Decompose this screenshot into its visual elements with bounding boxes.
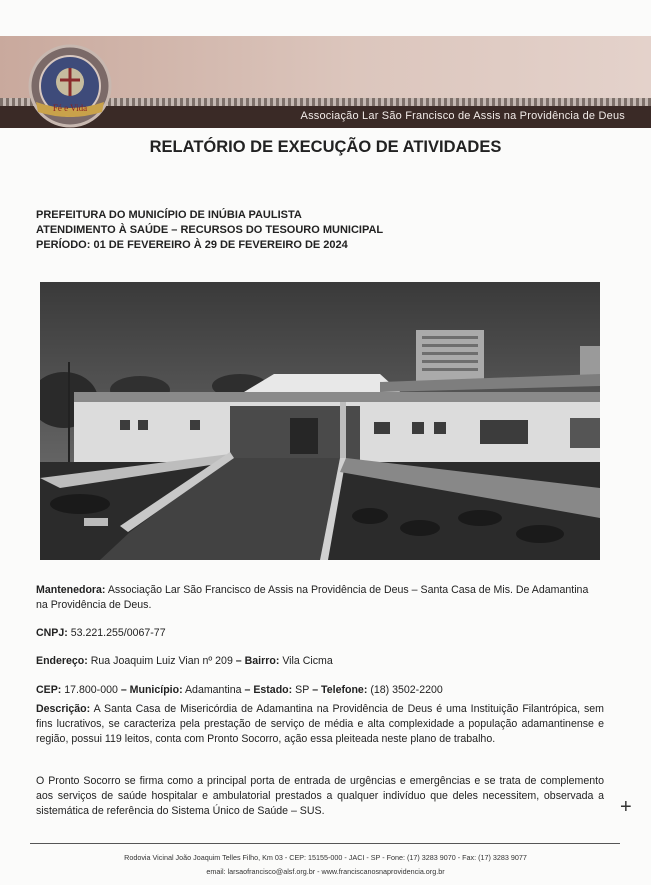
letterhead	[0, 28, 651, 128]
telefone-value: (18) 3502-2200	[370, 684, 443, 696]
mantenedora-value: Associação Lar São Francisco de Assis na Providência de Deus – Santa Casa de Mis. De Adamantina	[107, 584, 589, 596]
mantenedora-field	[36, 583, 604, 613]
separator: –	[117, 684, 130, 696]
bairro-value: Vila Cicma	[282, 655, 333, 667]
cnpj-label: CNPJ:	[36, 627, 68, 639]
descricao-paragraph	[36, 702, 604, 747]
endereco-field	[36, 654, 604, 669]
mantenedora-label: Mantenedora:	[36, 584, 106, 596]
pronto-socorro-text: O Pronto Socorro se firma como a principal porta de entrada de urgências e emergências e se trata de complemento aos serviços de saúde hospitalar e ambulatorial prestados a qualquer indivíduo que deles necessitem, observada a sistemática de referência do Sistema Único de Saúde – SUS.	[36, 775, 604, 817]
telefone-label: Telefone:	[321, 684, 368, 696]
separator: –	[232, 655, 245, 667]
handwritten-mark: +	[620, 796, 632, 818]
separator: –	[241, 684, 254, 696]
cep-value: 17.800-000	[64, 684, 118, 696]
info-line-atendimento: ATENDIMENTO À SAÚDE – RECURSOS DO TESOURO MUNICIPAL	[36, 224, 384, 236]
info-line-periodo: PERÍODO: 01 DE FEVEREIRO À 29 DE FEVEREIRO DE 2024	[36, 239, 348, 251]
logo-text: Fé e Vida	[52, 103, 88, 113]
organization-logo	[28, 44, 112, 128]
cep-field	[36, 683, 604, 698]
endereco-value: Rua Joaquim Luiz Vian nº 209	[90, 655, 233, 667]
bairro-label: Bairro:	[244, 655, 280, 667]
municipio-label: Município:	[129, 684, 183, 696]
document-title: RELATÓRIO DE EXECUÇÃO DE ATIVIDADES	[149, 138, 502, 156]
descricao-label: Descrição:	[36, 703, 91, 715]
cnpj-value: 53.221.255/0067-77	[70, 627, 166, 639]
cep-label: CEP:	[36, 684, 62, 696]
footer-contact: email: larsaofrancisco@alsf.org.br - www.franciscanosnaprovidencia.org.br	[206, 867, 445, 876]
footer-divider	[30, 843, 620, 844]
descricao-text: A Santa Casa de Misericórdia de Adamantina na Providência de Deus é uma Instituição Filantrópica, sem fins lucrativos, se caracteriza pela prestação de serviço de média e alta complexidade a população adamantinense e região, possui 119 leitos, conta com Pronto Socorro, ação essa pleiteada neste plano de trabalho.	[36, 703, 604, 745]
separator: –	[309, 684, 322, 696]
endereco-label: Endereço:	[36, 655, 88, 667]
footer-address: Rodovia Vicinal João Joaquim Telles Filho, Km 03 - CEP: 15155-000 - JACI - SP - Fone: (17) 3283 9070 - Fax: (17) 3283 9077	[124, 853, 527, 862]
estado-value: SP	[295, 684, 310, 696]
info-line-prefeitura: PREFEITURA DO MUNICÍPIO DE INÚBIA PAULISTA	[36, 209, 302, 221]
organization-name: Associação Lar São Francisco de Assis na Providência de Deus	[300, 110, 625, 122]
mantenedora-value-cont: na Providência de Deus.	[36, 599, 152, 611]
cnpj-field	[36, 626, 604, 641]
pronto-socorro-paragraph	[36, 774, 604, 819]
estado-label: Estado:	[253, 684, 293, 696]
municipio-value: Adamantina	[184, 684, 242, 696]
report-info	[36, 208, 383, 253]
hospital-photo	[40, 282, 600, 560]
